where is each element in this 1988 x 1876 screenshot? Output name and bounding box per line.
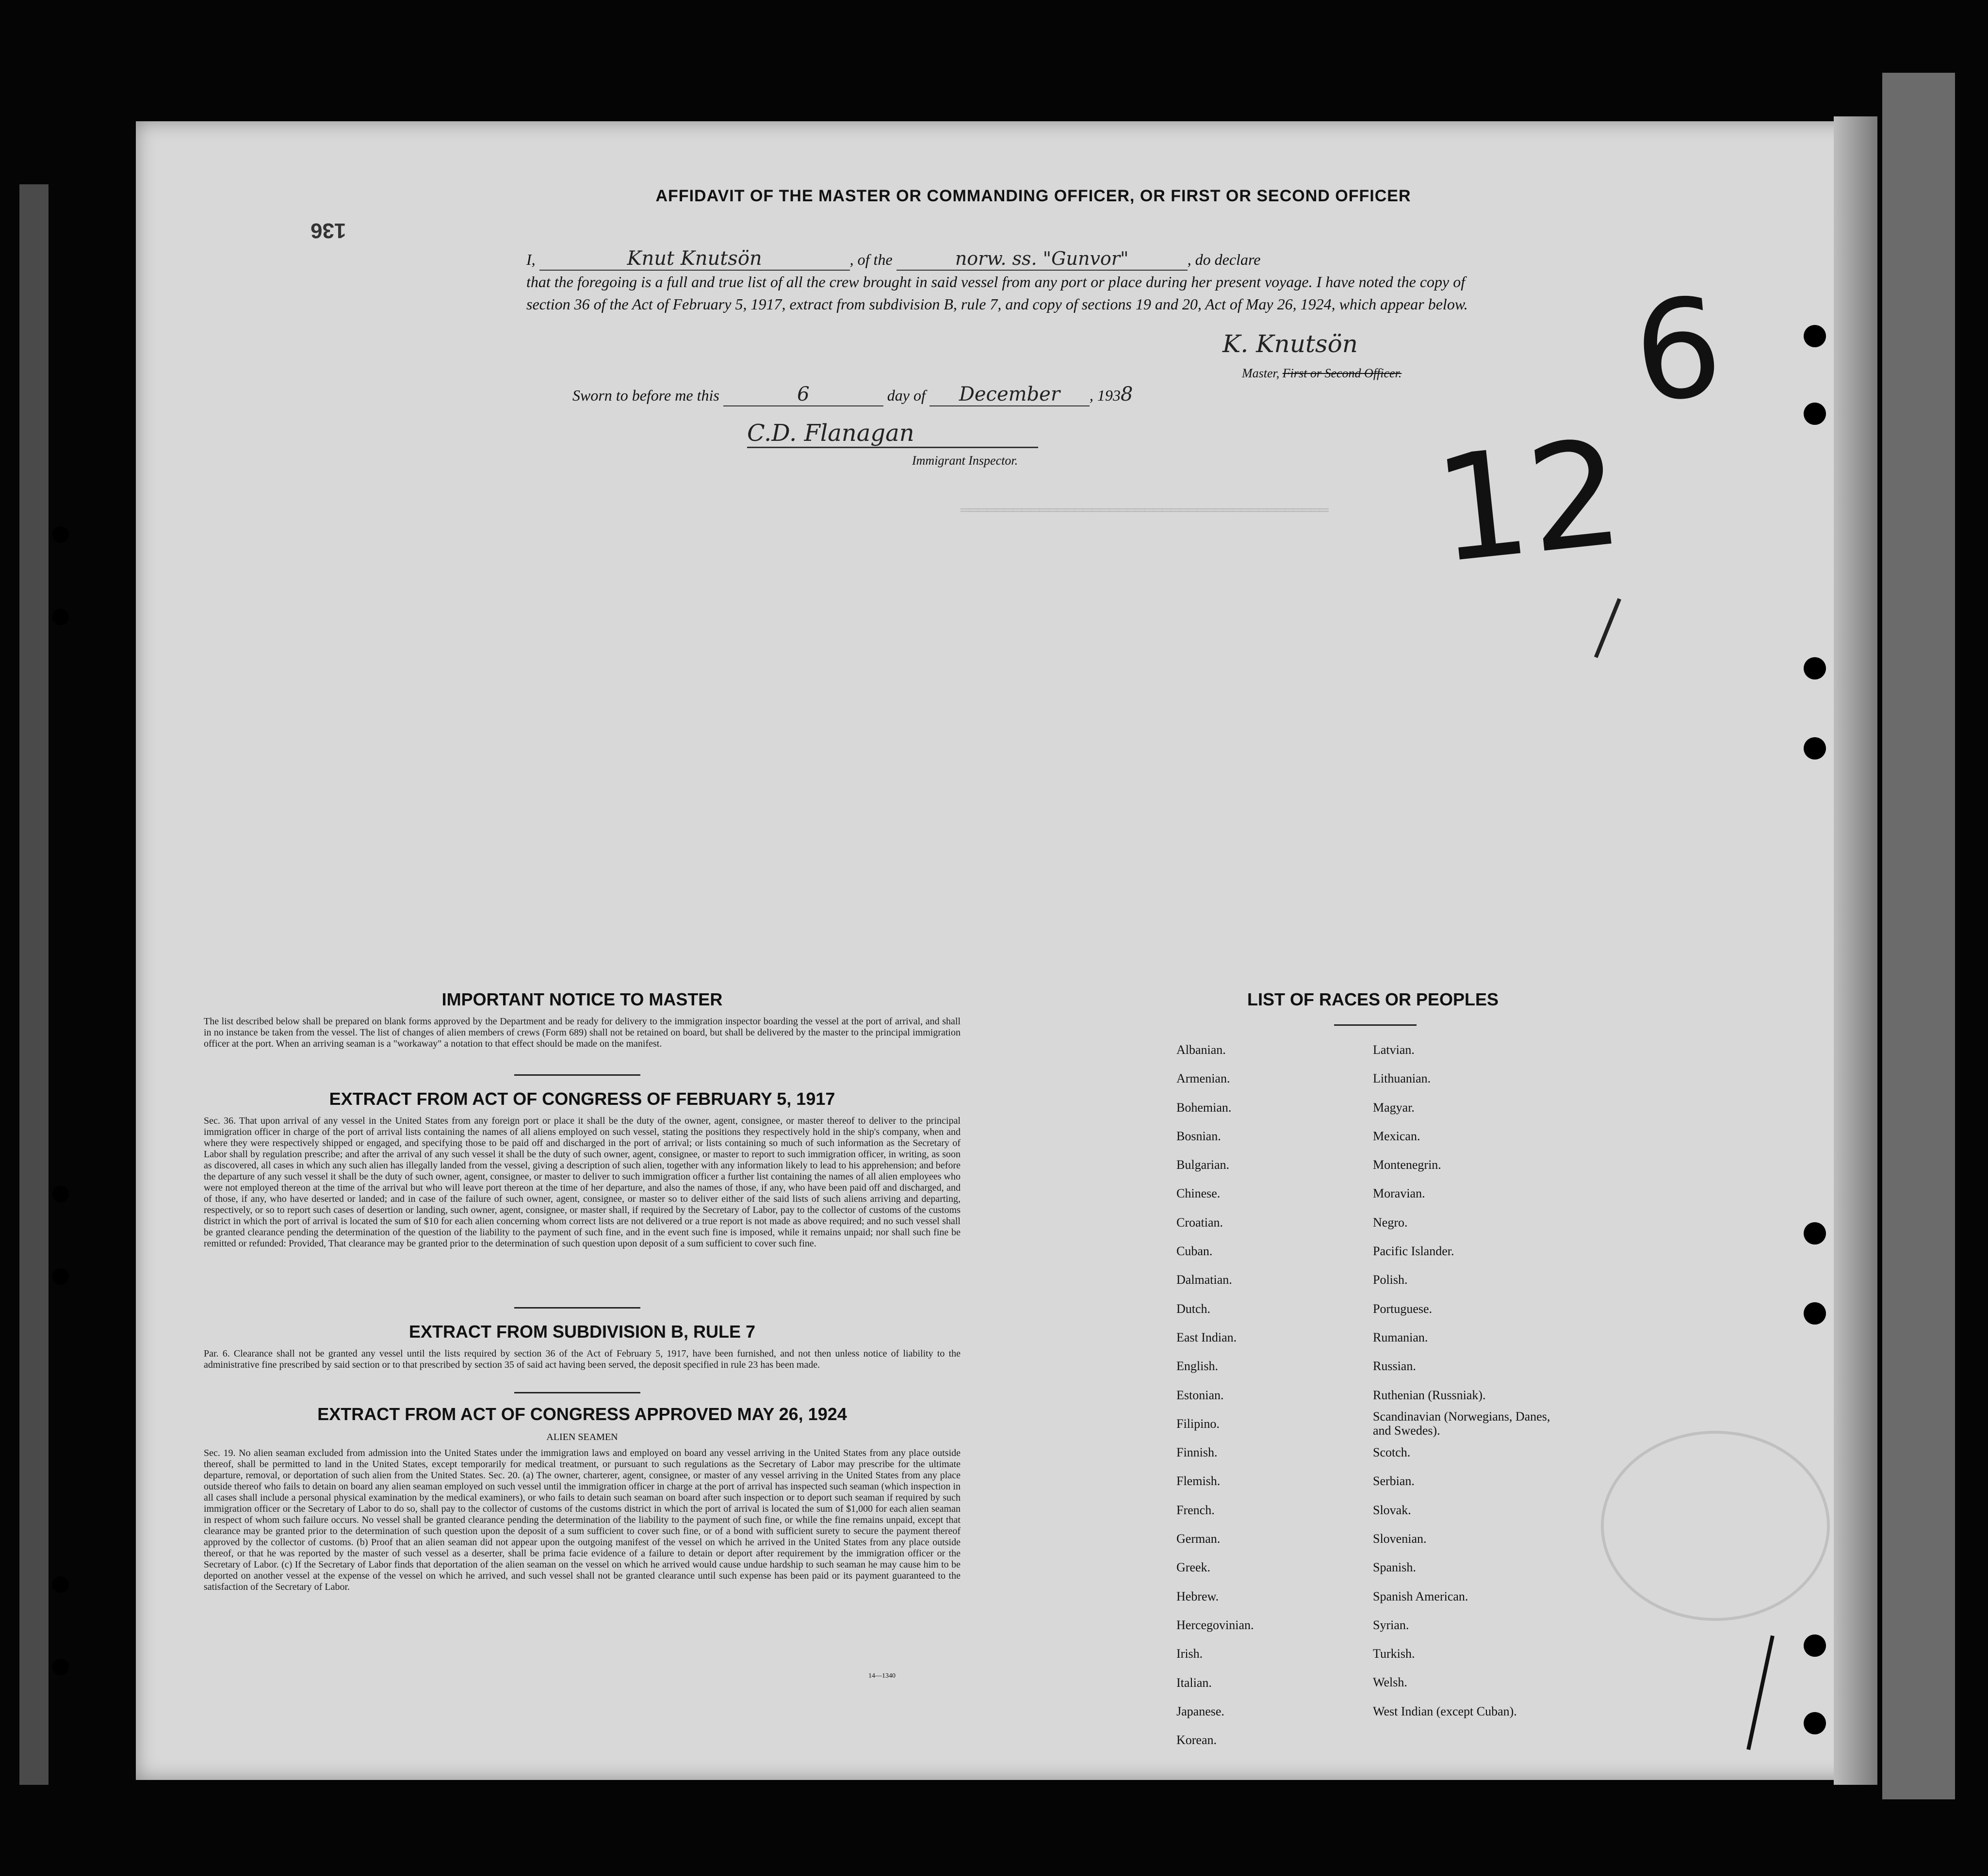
race-item: Latvian. (1373, 1043, 1415, 1057)
race-item: Bohemian. (1176, 1100, 1232, 1115)
punch-hole (1804, 1712, 1826, 1734)
race-item: Spanish. (1373, 1560, 1416, 1575)
race-item: Slovak. (1373, 1503, 1411, 1517)
race-item: Syrian. (1373, 1617, 1409, 1632)
race-item: Scotch. (1373, 1445, 1411, 1460)
race-item: Flemish. (1176, 1474, 1221, 1488)
sworn-prefix: Sworn to before me this (572, 387, 719, 404)
race-item: Italian. (1176, 1675, 1212, 1690)
race-item: Portuguese. (1373, 1301, 1433, 1316)
declarant-line (526, 247, 1497, 271)
extract-1924-text: Sec. 19. No alien seaman excluded from admission into the United States under the immigration laws and employed on board any vessel arriving in the United States from any place outside thereof, shall be permitted to land in the United States, except temporarily for medical treatment, or pursuant to such regulations as the Secretary of Labor may prescribe for the ultimate departure, removal, or deportation of such alien from the United States. Sec. 20. (a) The owner, charterer, agent, consignee, or master of any vessel arriving in the United States from any place outside thereof who fails to detain on board any alien seaman employed on such vessel until the immigration officer in charge at the port of arrival has inspected such seaman (which inspection in all cases shall include a personal physical examination by the medical examiners), or who fails to detain such seaman on board after such inspection or to deport such seaman if required by such immigration officer or the Secretary of Labor to do so, shall pay to the collector of customs of the customs district in which the port of arrival is located the sum of $1,000 for each alien seaman in respect of whom such failure occurs. No vessel shall be granted clearance pending the determination of the liability to the payment of such fine, or while the fine remains unpaid, except that clearance may be granted prior to the determination of such question upon the deposit of a sum sufficient to cover such fine, or of a bond with sufficient surety to secure the payment thereof approved by the collector of customs. (b) Proof that an alien seaman did not appear upon the outgoing manifest of the vessel on which he arrived in the United States from any place outside thereof, or that he was reported by the master of such vessel as a deserter, shall be prima facie evidence of a failure to detain or deport after requirement by the immigration officer or the Secretary of Labor. (c) If the Secretary of Labor finds that deportation of the alien seaman on the vessel on which he arrived would cause undue hardship to such seaman he may cause him to be deported on another vessel at the expense of the vessel on which he arrived, and such vessel shall not be granted clearance until such expense has been paid or its payment guaranteed to the satisfaction of the Secretary of Labor. (204, 1448, 961, 1592)
faint-stamp (1601, 1431, 1830, 1621)
race-item: English. (1176, 1359, 1218, 1374)
do-declare-text: , do declare (1187, 251, 1261, 268)
race-item: Filipino. (1176, 1416, 1220, 1431)
race-item: Bulgarian. (1176, 1158, 1230, 1172)
section-divider (514, 1307, 640, 1309)
race-item: Korean. (1176, 1733, 1217, 1747)
punch-hole (1804, 1222, 1826, 1245)
form-number: 14—1340 (868, 1672, 896, 1680)
race-item: Croatian. (1176, 1215, 1223, 1229)
race-item: Hebrew. (1176, 1589, 1219, 1603)
affidavit-title: AFFIDAVIT OF THE MASTER OR COMMANDING OFFICER, OR FIRST OR SECOND OFFICER (655, 187, 1411, 205)
extract-1924-subtitle: ALIEN SEAMEN (546, 1432, 618, 1442)
race-item: Slovenian. (1373, 1531, 1427, 1546)
declaration-text: that the foregoing is a full and true list of all the crew brought in said vessel from any port or place during her present voyage. I have noted the copy of section 36 of the Act of February 5, 1917, extract from subdivision B, rule 7, and copy of sections 19 and 20, Act of May 26, 1924, which appear below. (526, 273, 1468, 313)
extract-rule7-title: EXTRACT FROM SUBDIVISION B, RULE 7 (408, 1322, 756, 1342)
extract-1924-title: EXTRACT FROM ACT OF CONGRESS APPROVED MAY 26, 1924 (317, 1404, 847, 1424)
section-divider (1334, 1024, 1417, 1026)
race-item: German. (1176, 1532, 1221, 1546)
race-item: Polish. (1373, 1273, 1408, 1287)
races-right-column (1373, 1035, 1557, 1726)
races-left-column (1176, 1035, 1254, 1754)
back-sheet-edge (1882, 73, 1955, 1799)
affidavit-declaration (526, 247, 1497, 315)
race-item: Serbian. (1373, 1474, 1415, 1488)
punch-hole (1804, 403, 1826, 425)
punch-hole (1804, 1634, 1826, 1657)
punch-hole (1804, 1302, 1826, 1325)
race-item: Dalmatian. (1176, 1273, 1232, 1287)
punch-hole (52, 1576, 69, 1593)
master-title: Master, First or Second Officer. (1242, 366, 1402, 380)
bleed-through: ══════════════════════════════════════════ (961, 502, 1329, 519)
race-item: Estonian. (1176, 1388, 1224, 1402)
race-item: Albanian. (1176, 1043, 1226, 1057)
race-item: Dutch. (1176, 1301, 1211, 1316)
master-signature: K. Knutsön (1222, 330, 1358, 358)
race-item: Greek. (1176, 1560, 1211, 1575)
race-item: Mexican. (1373, 1129, 1420, 1143)
page-right-edge (1834, 116, 1877, 1785)
race-item: Hercegovinian. (1176, 1617, 1254, 1632)
punch-hole (52, 609, 69, 625)
inspector-signature: C.D. Flanagan (747, 420, 1038, 448)
race-item: Magyar. (1373, 1100, 1415, 1115)
extract-rule7-text: Par. 6. Clearance shall not be granted any vessel until the lists required by section 36 of the Act of February 5, 1917, have been furnished, and not then unless notice of liability to the administrative fine prescribed by said section or to that prescribed by section 35 of said act having been served, the deposit specified in rule 23 has been made. (204, 1348, 961, 1370)
punch-hole (1804, 325, 1826, 347)
sworn-month: December (929, 383, 1090, 406)
struck-officer-title: First or Second Officer. (1282, 366, 1402, 380)
handwritten-mark-6: 6 (1628, 268, 1728, 434)
race-item: Ruthenian (Russniak). (1373, 1388, 1486, 1402)
section-divider (514, 1074, 640, 1076)
race-item: East Indian. (1176, 1330, 1237, 1344)
race-item: Russian. (1373, 1359, 1416, 1374)
left-sheet-edge (19, 184, 49, 1785)
race-item: Welsh. (1373, 1675, 1407, 1690)
notice-text: The list described below shall be prepared on blank forms approved by the Department and be ready for delivery to the immigration inspector boarding the vessel at the port of arrival, and shall in no instance be taken from the vessel. The list of changes of alien members of crews (Form 689) shall not be retained on board, but shall be delivered by the master to the principal immigration officer at the port. When an arriving seaman is a "workaway" a notation to that effect should be made on the manifest. (204, 1016, 961, 1049)
handwritten-mark-12: 12 (1427, 408, 1630, 596)
punch-hole (1804, 737, 1826, 760)
races-title: LIST OF RACES OR PEOPLES (1247, 989, 1499, 1009)
race-item: Japanese. (1176, 1704, 1224, 1718)
race-item: Chinese. (1176, 1186, 1221, 1201)
notice-title: IMPORTANT NOTICE TO MASTER (441, 989, 723, 1009)
race-item: Cuban. (1176, 1244, 1213, 1259)
race-item: West Indian (except Cuban). (1373, 1704, 1517, 1718)
race-item: Moravian. (1373, 1186, 1425, 1201)
extract-1917-text: Sec. 36. That upon arrival of any vessel in the United States from any foreign port or place it shall be the duty of the owner, agent, consignee, or master thereof to deliver to the principal immigration officer in charge of the port of arrival lists containing the names of all aliens employed on such vessel, stating the positions they respectively hold in the ship's company, when and where they were respectively shipped or engaged, and specifying those to be paid off and discharged in the port of arrival; or lists containing so much of such information as the Secretary of Labor shall by regulation prescribe; and after the arrival of any such vessel it shall be the duty of such owner, agent, consignee, or master to report to such immigration officer, in writing, as soon as discovered, all cases in which any such alien has illegally landed from the vessel, giving a description of such alien, together with any information likely to lead to his apprehension; and before the departure of any such vessel it shall be the duty of such owner, agent, consignee, or master to deliver to such immigration officer a further list containing the names of all alien employees who were not employed thereon at the time of the arrival but who will leave port thereon at the time of her departure, and also the names of those, if any, who have been paid off and discharged, and of those, if any, who have deserted or landed; and in case of the failure of such owner, agent, consignee, or master so to deliver either of the said lists of such aliens arriving and departing, respectively, or so to report such cases of desertion or landing, such owner, agent, consignee, or master shall, if required by the Secretary of Labor, pay to the collector of customs of the customs district in which the port of arrival is located the sum of $10 for each alien concerning whom correct lists are not delivered or a true report is not made as above required; and no such vessel shall be granted clearance pending the determination of the question of the liability to the payment of such fine, and in the event such fine is imposed, while it remains unpaid; nor shall such fine be remitted or refunded: Provided, That clearance may be granted prior to the determination of such question upon deposit of a sum sufficient to cover such fine. (204, 1116, 961, 1249)
race-item: Irish. (1176, 1647, 1203, 1661)
race-item: Spanish American. (1373, 1589, 1468, 1603)
year-prefix: , 193 (1089, 387, 1121, 404)
of-the-text: , of the (849, 251, 893, 268)
punch-hole (52, 526, 69, 543)
race-item: French. (1176, 1503, 1215, 1517)
inspector-title: Immigrant Inspector. (912, 453, 1018, 468)
race-item: Scandinavian (Norwegians, Danes, and Swedes). (1373, 1409, 1550, 1438)
page-number: 136 (310, 219, 346, 243)
race-item: Negro. (1373, 1215, 1408, 1229)
race-item: Finnish. (1176, 1445, 1218, 1460)
vessel-name: norw. ss. "Gunvor" (896, 247, 1188, 271)
race-item: Lithuanian. (1373, 1071, 1431, 1086)
race-item: Turkish. (1373, 1647, 1415, 1661)
race-item: Montenegrin. (1373, 1158, 1441, 1172)
day-of-text: day of (887, 387, 926, 404)
declarant-name: Knut Knutsön (539, 247, 850, 271)
intro-text: I, (526, 251, 536, 268)
race-item: Armenian. (1176, 1071, 1230, 1086)
race-item: Pacific Islander. (1373, 1244, 1454, 1259)
race-item: Rumanian. (1373, 1330, 1428, 1344)
year-suffix: 8 (1120, 383, 1133, 405)
extract-1917-title: EXTRACT FROM ACT OF CONGRESS OF FEBRUARY 5, 1917 (329, 1089, 835, 1109)
punch-hole (52, 1659, 69, 1675)
punch-hole (52, 1268, 69, 1285)
punch-hole (1804, 657, 1826, 679)
punch-hole (52, 1186, 69, 1202)
race-item: Bosnian. (1176, 1129, 1221, 1143)
section-divider (514, 1392, 640, 1393)
sworn-day: 6 (723, 383, 883, 406)
sworn-line (572, 383, 1133, 406)
